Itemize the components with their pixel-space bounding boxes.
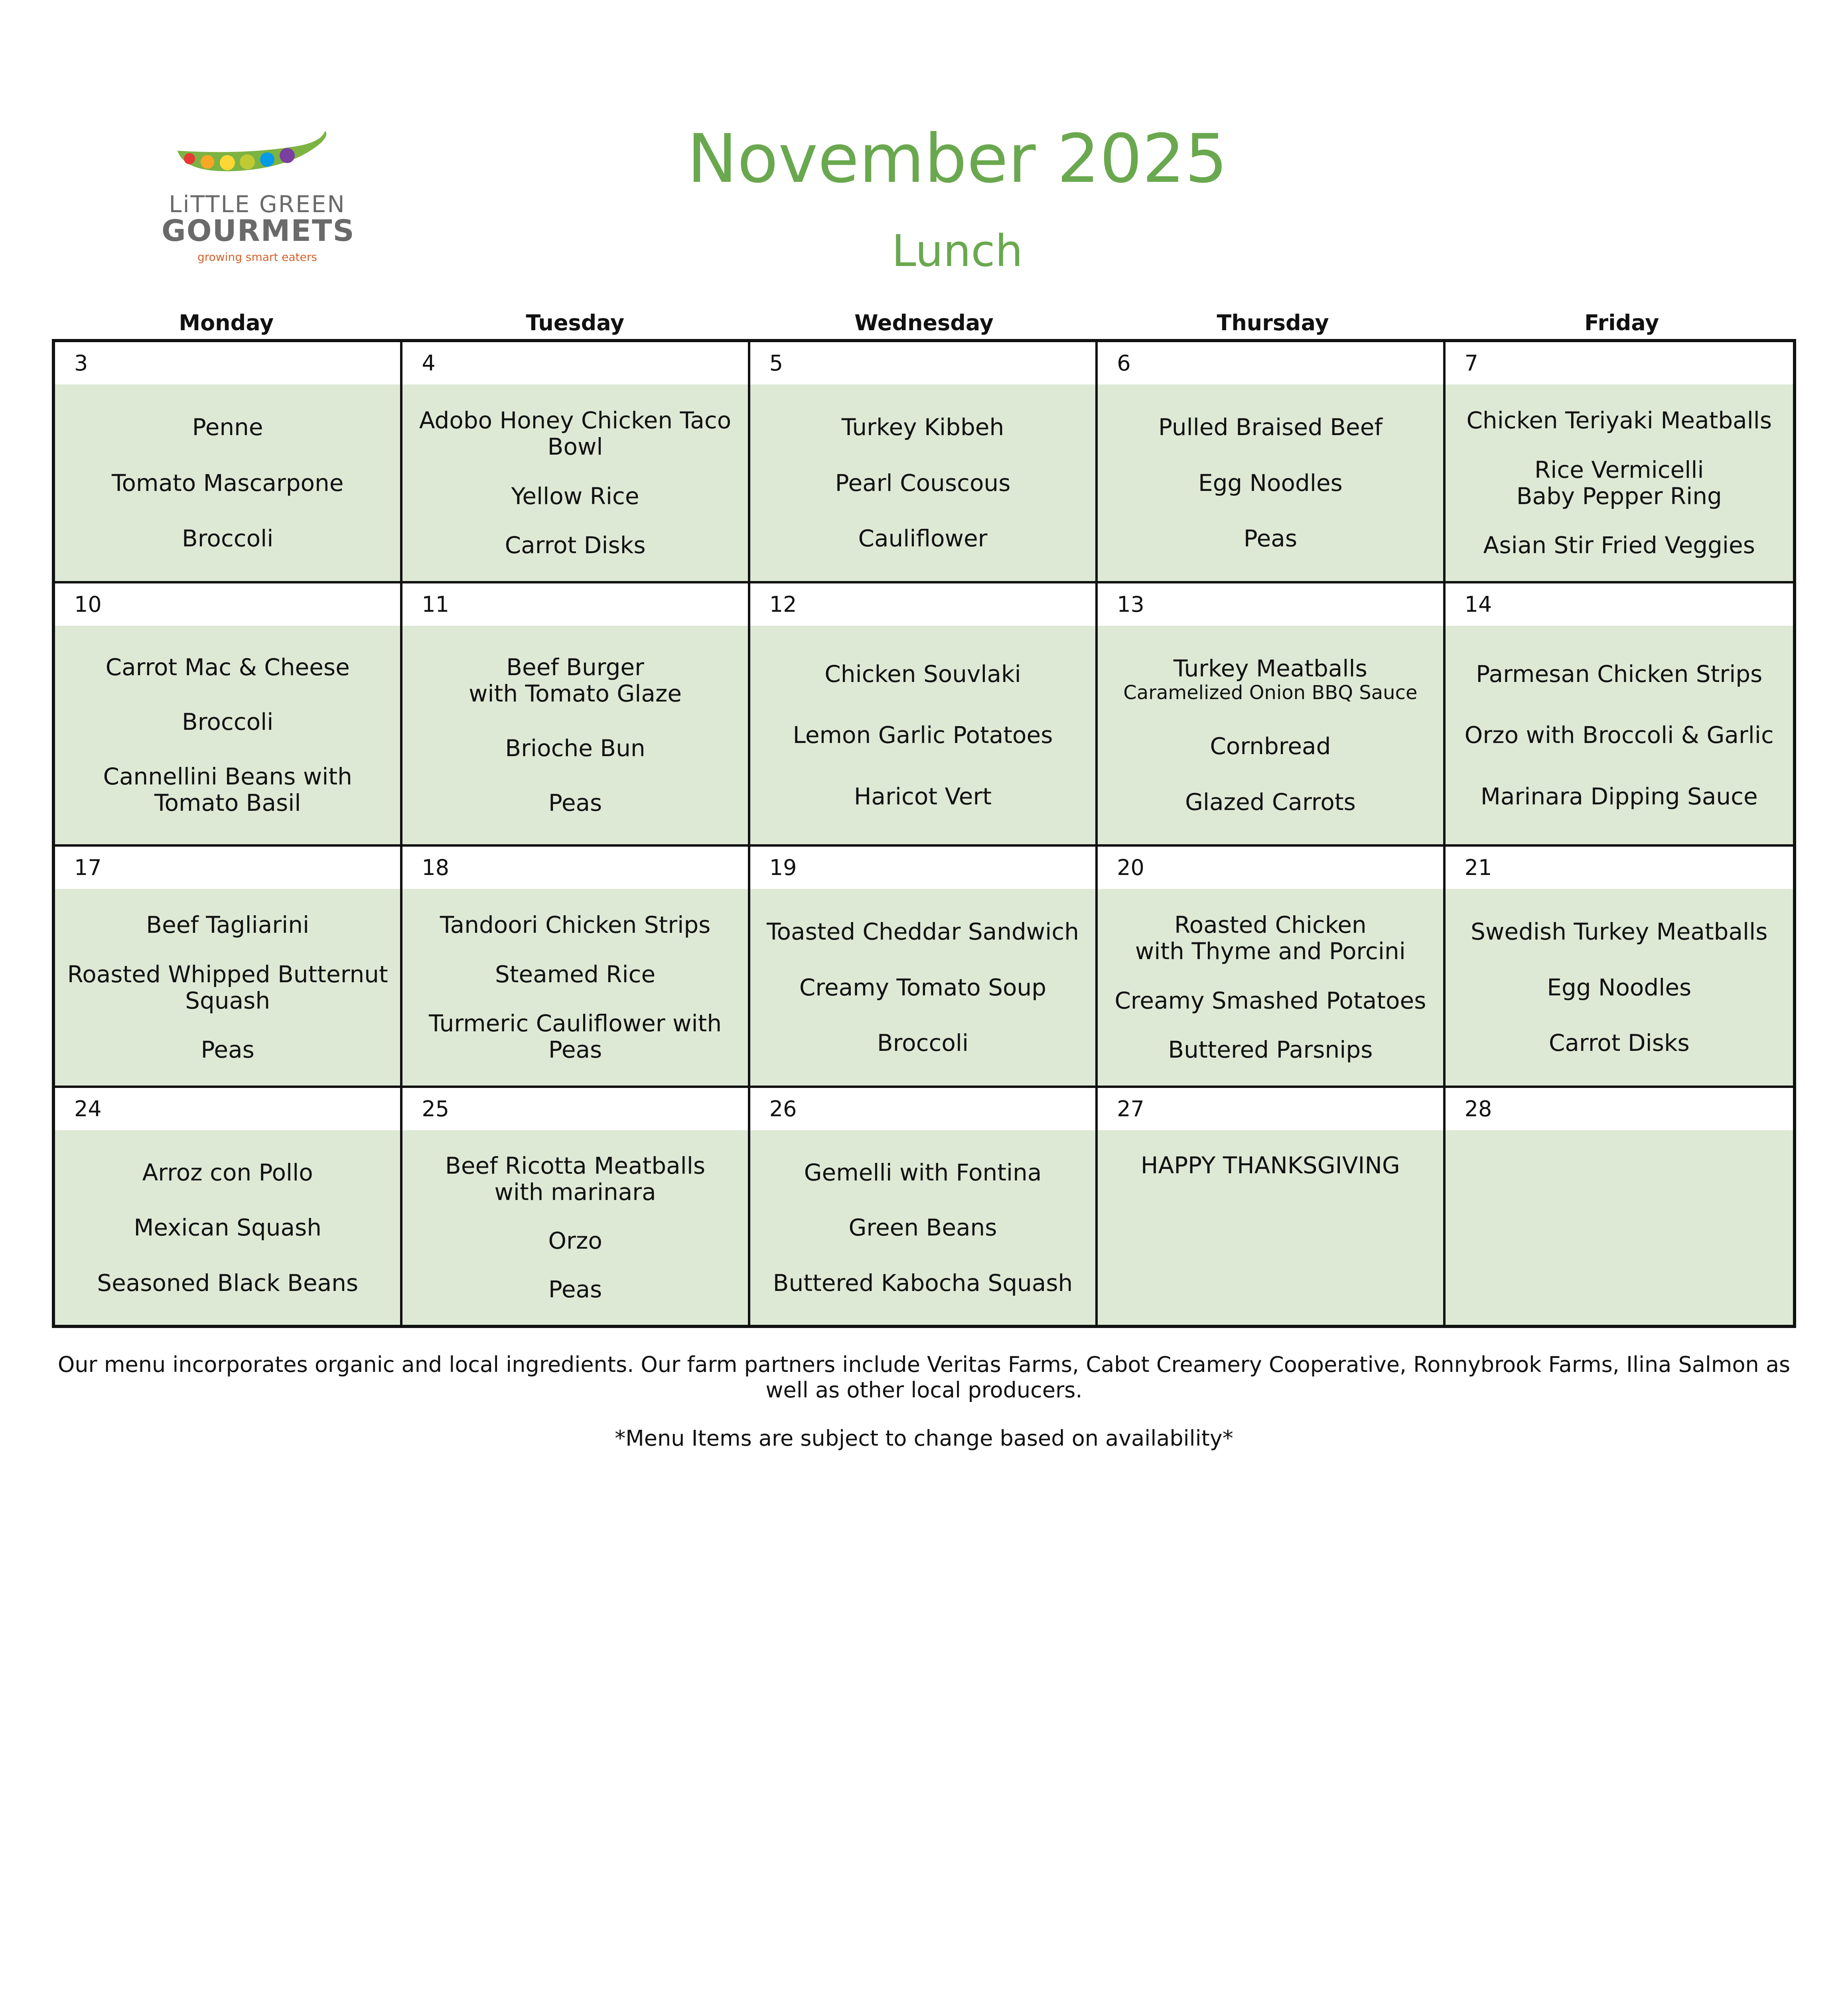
- menu-item-text: Beef Burger with Tomato Glaze: [469, 654, 682, 707]
- menu-item: [767, 918, 1079, 945]
- day-date: 24: [55, 1088, 400, 1130]
- menu-items: [750, 626, 1095, 844]
- day-cell: [55, 847, 402, 1088]
- day-date: 26: [750, 1088, 1095, 1130]
- menu-item-text: Carrot Mac & Cheese: [105, 654, 350, 681]
- day-cell: [402, 1088, 750, 1325]
- menu-item-text: Tandoori Chicken Strips: [440, 911, 711, 939]
- menu-item-text: Chicken Souvlaki: [824, 660, 1021, 688]
- footer-disclaimer: *Menu Items are subject to change based on availability*: [615, 1426, 1233, 1451]
- day-cell: [1098, 342, 1445, 583]
- menu-item: [67, 961, 388, 1014]
- menu-item-text: Toasted Cheddar Sandwich: [766, 918, 1079, 945]
- menu-item: [548, 1276, 602, 1302]
- day-cell: [55, 342, 402, 583]
- menu-item: [1114, 987, 1426, 1014]
- day-cell: [1446, 1088, 1793, 1325]
- menu-item: [804, 1159, 1042, 1186]
- menu-item-text: Buttered Parsnips: [1168, 1036, 1373, 1063]
- menu-item: [146, 912, 309, 938]
- day-cell: [750, 1088, 1098, 1325]
- menu-item-text: Cannellini Beans with Tomato Basil: [103, 763, 352, 816]
- menu-item-text: Turkey Kibbeh: [841, 413, 1004, 441]
- menu-item-text: Asian Stir Fried Veggies: [1483, 531, 1755, 559]
- menu-item-text: Penne: [192, 413, 263, 441]
- day-date: 11: [402, 583, 747, 626]
- day-date: 14: [1446, 583, 1793, 626]
- menu-item-text: Swedish Turkey Meatballs: [1471, 918, 1768, 945]
- menu-item: [1168, 1036, 1373, 1063]
- day-cell: [55, 1088, 402, 1325]
- menu-item: [1547, 974, 1691, 1001]
- menu-item-text: Rice Vermicelli Baby Pepper Ring: [1516, 456, 1722, 510]
- day-cell: [750, 583, 1098, 847]
- menu-item-text: Pulled Braised Beef: [1158, 413, 1383, 441]
- weekday-header: Tuesday: [526, 310, 625, 335]
- menu-item: [429, 1010, 722, 1063]
- day-cell: [1098, 1088, 1445, 1325]
- day-date: 12: [750, 583, 1095, 626]
- menu-item: [848, 1214, 997, 1241]
- day-date: 13: [1098, 583, 1443, 626]
- menu-item: [548, 1228, 602, 1254]
- logo-tagline: growing smart eaters: [197, 250, 317, 264]
- page-title: November 2025: [687, 120, 1228, 198]
- menu-item-text: Seasoned Black Beans: [97, 1269, 359, 1296]
- menu-item: [142, 1159, 313, 1186]
- logo-line-2: GOURMETS: [162, 214, 355, 248]
- menu-item: [112, 470, 344, 496]
- pea-pod-icon: [162, 127, 353, 191]
- menu-item-text: Chicken Teriyaki Meatballs: [1466, 407, 1772, 434]
- menu-item-text: Lemon Garlic Potatoes: [793, 721, 1053, 749]
- menu-item: [1210, 733, 1331, 759]
- day-date: 4: [402, 342, 747, 384]
- menu-items: [750, 1130, 1095, 1325]
- day-date: 28: [1446, 1088, 1793, 1130]
- menu-item: [505, 532, 646, 558]
- menu-item-text: Roasted Whipped Butternut Squash: [67, 960, 388, 1014]
- menu-item-text: Peas: [548, 1276, 602, 1303]
- menu-item-text: Carrot Disks: [505, 531, 646, 559]
- menu-item: [842, 414, 1004, 440]
- day-cell: [1098, 583, 1445, 847]
- weekday-header: Monday: [179, 310, 274, 335]
- menu-item-text: Creamy Smashed Potatoes: [1114, 987, 1426, 1014]
- menu-item-text: Peas: [1243, 525, 1298, 552]
- menu-item-text: Adobo Honey Chicken Taco Bowl: [419, 407, 732, 461]
- day-cell: [1446, 847, 1793, 1088]
- day-cell: [750, 342, 1098, 583]
- menu-items: [402, 626, 747, 844]
- menu-item: [192, 414, 263, 440]
- menu-item: [793, 722, 1053, 748]
- day-date: 3: [55, 342, 400, 384]
- menu-item: [182, 525, 273, 552]
- weekday-header-row: [52, 307, 1796, 339]
- menu-item: [1141, 1152, 1400, 1178]
- menu-item-text: Peas: [201, 1036, 254, 1063]
- menu-item-text: Carrot Disks: [1548, 1029, 1690, 1057]
- menu-item: [103, 763, 352, 816]
- menu-item-text: Beef Ricotta Meatballs with marinara: [445, 1152, 706, 1206]
- menu-item-text: Green Beans: [848, 1214, 997, 1241]
- menu-items: [1446, 384, 1793, 581]
- day-cell: [402, 847, 750, 1088]
- menu-items: [1098, 626, 1443, 844]
- menu-item-text: Broccoli: [877, 1029, 969, 1057]
- day-date: 27: [1098, 1088, 1443, 1130]
- day-date: 10: [55, 583, 400, 626]
- weekday-header: Thursday: [1217, 310, 1329, 335]
- footer-note: Our menu incorporates organic and local ingredients. Our farm partners include Veritas Farms, Cabot Creamery Cooperative, Ronnybrook Farms, Ilina Salmon as well as other local producers.: [57, 1352, 1791, 1403]
- menu-items: [1446, 889, 1793, 1086]
- menu-item-text: Tomato Mascarpone: [111, 469, 344, 497]
- menu-item: [877, 1030, 968, 1056]
- day-date: 21: [1446, 847, 1793, 889]
- menu-item-text: Beef Tagliarini: [146, 911, 310, 939]
- menu-item: [1465, 722, 1774, 748]
- day-cell: [402, 583, 750, 847]
- menu-calendar: [52, 339, 1796, 1328]
- menu-item: [1123, 655, 1417, 704]
- menu-item: [106, 654, 350, 680]
- menu-item-text: Mexican Squash: [134, 1214, 322, 1241]
- day-cell: [1446, 583, 1793, 847]
- menu-item: [1198, 470, 1343, 496]
- menu-items: [1446, 626, 1793, 844]
- weekday-header: Wednesday: [854, 310, 994, 335]
- menu-item-text: Broccoli: [182, 525, 274, 552]
- menu-items: [402, 1130, 747, 1325]
- page-subtitle: Lunch: [891, 225, 1023, 276]
- menu-item-text: Glazed Carrots: [1185, 788, 1356, 816]
- menu-item-text: Arroz con Pollo: [142, 1159, 313, 1186]
- menu-item: [419, 407, 731, 460]
- menu-item: [1135, 912, 1406, 964]
- menu-item: [1466, 407, 1772, 433]
- menu-item-text: Cauliflower: [858, 525, 988, 552]
- menu-items: [55, 626, 400, 844]
- menu-item: [548, 790, 602, 816]
- menu-item: [854, 783, 992, 810]
- day-date: 18: [402, 847, 747, 889]
- logo-line-1: LiTTLE GREEN: [169, 191, 346, 218]
- menu-item: [201, 1036, 254, 1063]
- menu-item: [1476, 661, 1762, 687]
- menu-item: [1244, 525, 1297, 552]
- day-date: 17: [55, 847, 400, 889]
- menu-items: [402, 889, 747, 1086]
- menu-item-text: Steamed Rice: [495, 960, 656, 988]
- menu-item-text: HAPPY THANKSGIVING: [1140, 1152, 1400, 1179]
- menu-item: [97, 1270, 358, 1296]
- menu-item-text: Pearl Couscous: [835, 469, 1011, 497]
- menu-item-text: Yellow Rice: [511, 482, 639, 510]
- menu-item: [1471, 918, 1767, 945]
- menu-item-text: Haricot Vert: [854, 782, 992, 810]
- menu-item: [1158, 414, 1383, 440]
- menu-item-text: Turmeric Cauliflower with Peas: [429, 1009, 722, 1063]
- menu-item: [511, 483, 639, 509]
- menu-item-text: Gemelli with Fontina: [804, 1159, 1042, 1186]
- menu-item: [134, 1214, 321, 1241]
- day-date: 25: [402, 1088, 747, 1130]
- day-cell: [402, 342, 750, 583]
- menu-item: [182, 709, 273, 735]
- day-cell: [55, 583, 402, 847]
- menu-item: [469, 654, 682, 707]
- day-date: 7: [1446, 342, 1793, 384]
- day-cell: [1098, 847, 1445, 1088]
- menu-item: [445, 1153, 705, 1205]
- menu-item: [1549, 1030, 1690, 1056]
- day-date: 19: [750, 847, 1095, 889]
- menu-item: [824, 661, 1021, 687]
- menu-item: [1483, 532, 1755, 558]
- menu-item-text: Orzo: [548, 1227, 602, 1254]
- menu-items: [750, 889, 1095, 1086]
- menu-items: [55, 889, 400, 1086]
- menu-item: [1185, 789, 1356, 815]
- menu-item: [773, 1270, 1073, 1296]
- menu-items: [55, 1130, 400, 1325]
- menu-item-text: Buttered Kabocha Squash: [773, 1269, 1073, 1296]
- menu-items: [750, 384, 1095, 581]
- menu-items: [1098, 384, 1443, 581]
- menu-item: [835, 470, 1011, 496]
- menu-item-text: Parmesan Chicken Strips: [1476, 660, 1763, 688]
- menu-item-text: Turkey Meatballs: [1173, 654, 1367, 682]
- menu-item: [1517, 457, 1722, 509]
- menu-item: [858, 525, 987, 552]
- menu-item: [505, 735, 645, 761]
- menu-item: [440, 912, 711, 938]
- menu-item-text: Brioche Bun: [505, 735, 645, 762]
- menu-item-text: Egg Noodles: [1547, 973, 1692, 1001]
- day-date: 5: [750, 342, 1095, 384]
- weekday-header: Friday: [1584, 310, 1659, 335]
- menu-item-text: Broccoli: [182, 708, 274, 735]
- menu-item-text: Orzo with Broccoli & Garlic: [1464, 721, 1774, 749]
- menu-item-text: Cornbread: [1210, 733, 1331, 760]
- menu-item-text: Marinara Dipping Sauce: [1480, 782, 1758, 810]
- menu-item-text: Roasted Chicken with Thyme and Porcini: [1135, 911, 1406, 965]
- menu-item: [495, 961, 655, 987]
- menu-items: [1098, 1130, 1443, 1325]
- day-cell: [750, 847, 1098, 1088]
- logo: [162, 127, 353, 270]
- menu-item: [799, 974, 1046, 1001]
- menu-item-text: Egg Noodles: [1198, 469, 1343, 497]
- day-date: 6: [1098, 342, 1443, 384]
- menu-item-subtext: Caramelized Onion BBQ Sauce: [1123, 681, 1418, 704]
- menu-item: [1481, 783, 1758, 810]
- menu-items: [402, 384, 747, 581]
- day-date: 20: [1098, 847, 1443, 889]
- menu-items: [1098, 889, 1443, 1086]
- day-cell: [1446, 342, 1793, 583]
- menu-items: [1446, 1130, 1793, 1325]
- menu-item-text: Creamy Tomato Soup: [799, 973, 1047, 1001]
- menu-item-text: Peas: [548, 789, 602, 816]
- menu-items: [55, 384, 400, 581]
